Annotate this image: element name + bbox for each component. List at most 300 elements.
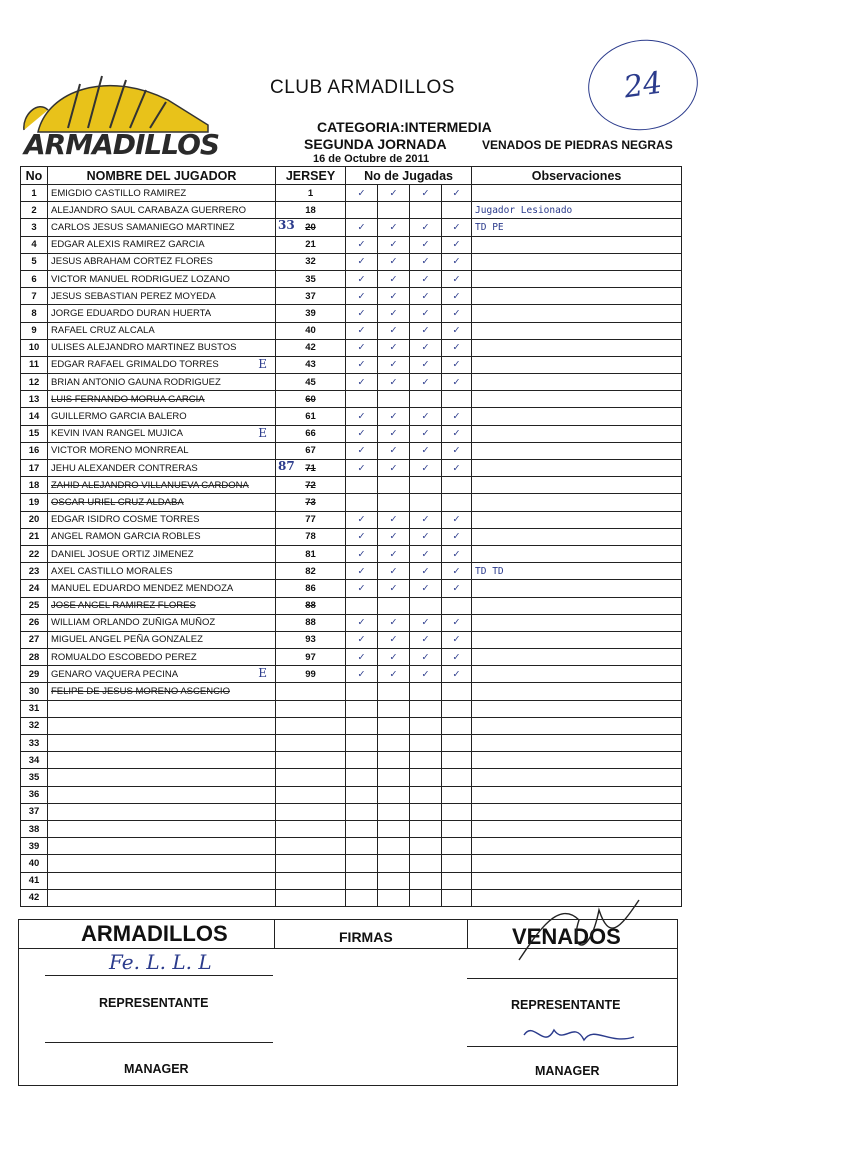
player-number: 22 <box>21 545 48 562</box>
player-jersey: 86 <box>276 580 346 597</box>
play-checkbox <box>378 872 410 889</box>
player-name-text: LUIS FERNANDO MORUA GARCIA <box>51 393 205 405</box>
table-row <box>21 408 682 425</box>
play-checkbox: ✓ <box>346 236 378 253</box>
play-checkbox <box>442 683 472 700</box>
play-checkbox: ✓ <box>378 528 410 545</box>
player-name <box>48 528 276 545</box>
play-checkbox <box>346 752 378 769</box>
table-row <box>21 872 682 889</box>
player-note: E <box>258 356 267 371</box>
player-observation <box>472 460 682 477</box>
player-name-text: EDGAR ISIDRO COSME TORRES <box>51 514 200 526</box>
play-checkbox <box>410 494 442 511</box>
table-row <box>21 545 682 562</box>
player-name <box>48 253 276 270</box>
round-label: SEGUNDA JORNADA <box>304 136 447 152</box>
player-name-text: VICTOR MORENO MONRREAL <box>51 445 189 457</box>
play-checkbox: ✓ <box>346 270 378 287</box>
player-name <box>48 305 276 322</box>
player-observation: TD PE <box>472 219 682 236</box>
table-row <box>21 391 682 408</box>
player-name <box>48 580 276 597</box>
player-name <box>48 425 276 442</box>
play-checkbox: ✓ <box>442 442 472 459</box>
play-checkbox <box>442 752 472 769</box>
table-row <box>21 442 682 459</box>
play-checkbox: ✓ <box>346 288 378 305</box>
play-checkbox: ✓ <box>346 631 378 648</box>
play-checkbox <box>346 494 378 511</box>
table-row <box>21 580 682 597</box>
play-checkbox: ✓ <box>442 374 472 391</box>
table-row <box>21 820 682 837</box>
player-name <box>48 752 276 769</box>
player-observation <box>472 356 682 373</box>
play-checkbox <box>442 494 472 511</box>
player-number: 31 <box>21 700 48 717</box>
player-name <box>48 597 276 614</box>
table-header-row <box>21 167 682 185</box>
play-checkbox <box>378 769 410 786</box>
player-name-text: JORGE EDUARDO DURAN HUERTA <box>51 307 212 319</box>
player-jersey <box>276 820 346 837</box>
player-name-text: FELIPE DE JESUS MORENO ASCENCIO <box>51 686 230 698</box>
player-number: 36 <box>21 786 48 803</box>
table-row <box>21 649 682 666</box>
player-name <box>48 477 276 494</box>
col-observations: Observaciones <box>472 167 682 185</box>
player-name-text: GUILLERMO GARCIA BALERO <box>51 411 187 423</box>
player-jersey <box>276 700 346 717</box>
player-observation: TD TD <box>472 563 682 580</box>
play-checkbox <box>442 735 472 752</box>
home-manager-label: MANAGER <box>124 1062 189 1076</box>
play-checkbox: ✓ <box>442 356 472 373</box>
player-name <box>48 236 276 253</box>
player-observation <box>472 425 682 442</box>
jersey-correction: 33 <box>278 218 295 233</box>
play-checkbox: ✓ <box>410 460 442 477</box>
play-checkbox <box>378 735 410 752</box>
play-checkbox <box>410 202 442 219</box>
player-number: 27 <box>21 631 48 648</box>
player-name <box>48 855 276 872</box>
player-jersey: 77 <box>276 511 346 528</box>
play-checkbox: ✓ <box>410 580 442 597</box>
player-name <box>48 356 276 373</box>
play-checkbox: ✓ <box>442 666 472 683</box>
player-note: E <box>258 425 267 440</box>
player-observation <box>472 545 682 562</box>
player-name <box>48 631 276 648</box>
play-checkbox <box>442 803 472 820</box>
play-checkbox <box>442 477 472 494</box>
play-checkbox: ✓ <box>346 460 378 477</box>
play-checkbox: ✓ <box>442 219 472 236</box>
play-checkbox: ✓ <box>442 425 472 442</box>
player-number: 15 <box>21 425 48 442</box>
play-checkbox: ✓ <box>410 442 442 459</box>
play-checkbox <box>346 391 378 408</box>
player-observation <box>472 735 682 752</box>
play-checkbox <box>378 889 410 906</box>
table-row <box>21 597 682 614</box>
play-checkbox: ✓ <box>378 236 410 253</box>
table-row <box>21 855 682 872</box>
player-jersey: 32 <box>276 253 346 270</box>
play-checkbox: ✓ <box>442 563 472 580</box>
play-checkbox <box>442 855 472 872</box>
player-number: 28 <box>21 649 48 666</box>
player-jersey: 66 <box>276 425 346 442</box>
player-observation <box>472 752 682 769</box>
table-row <box>21 666 682 683</box>
player-observation <box>472 477 682 494</box>
player-number: 30 <box>21 683 48 700</box>
play-checkbox: ✓ <box>378 219 410 236</box>
play-checkbox: ✓ <box>410 322 442 339</box>
player-number: 1 <box>21 185 48 202</box>
play-checkbox: ✓ <box>378 442 410 459</box>
play-checkbox: ✓ <box>442 649 472 666</box>
player-name-text: EDGAR RAFAEL GRIMALDO TORRES <box>51 359 219 371</box>
player-observation <box>472 236 682 253</box>
player-number: 9 <box>21 322 48 339</box>
play-checkbox: ✓ <box>378 631 410 648</box>
table-row <box>21 494 682 511</box>
play-checkbox <box>378 803 410 820</box>
play-checkbox <box>442 717 472 734</box>
table-row <box>21 253 682 270</box>
player-observation <box>472 855 682 872</box>
player-name <box>48 717 276 734</box>
player-number: 12 <box>21 374 48 391</box>
play-checkbox: ✓ <box>378 270 410 287</box>
table-row <box>21 683 682 700</box>
player-name <box>48 683 276 700</box>
player-name <box>48 803 276 820</box>
play-checkbox <box>410 889 442 906</box>
play-checkbox: ✓ <box>346 442 378 459</box>
player-observation <box>472 185 682 202</box>
jersey-value: 71 <box>305 462 316 474</box>
home-manager-line <box>45 1042 273 1043</box>
play-checkbox: ✓ <box>346 253 378 270</box>
player-observation: Jugador Lesionado <box>472 202 682 219</box>
table-row <box>21 769 682 786</box>
player-jersey: 18 <box>276 202 346 219</box>
player-jersey: 93 <box>276 631 346 648</box>
player-observation <box>472 700 682 717</box>
play-checkbox: ✓ <box>410 339 442 356</box>
player-name <box>48 820 276 837</box>
player-name-text: KEVIN IVAN RANGEL MUJICA <box>51 428 183 440</box>
play-checkbox: ✓ <box>378 288 410 305</box>
play-checkbox: ✓ <box>442 408 472 425</box>
play-checkbox <box>378 717 410 734</box>
play-checkbox <box>346 803 378 820</box>
table-row <box>21 786 682 803</box>
play-checkbox: ✓ <box>378 545 410 562</box>
player-number: 19 <box>21 494 48 511</box>
player-name <box>48 460 276 477</box>
logo-wordmark: ARMADILLOS <box>24 128 220 161</box>
away-manager-label: MANAGER <box>535 1064 600 1078</box>
player-jersey: 81 <box>276 545 346 562</box>
player-name <box>48 735 276 752</box>
play-checkbox <box>378 202 410 219</box>
player-number: 21 <box>21 528 48 545</box>
table-row <box>21 838 682 855</box>
player-observation <box>472 631 682 648</box>
play-checkbox: ✓ <box>442 614 472 631</box>
player-number: 23 <box>21 563 48 580</box>
away-representative-signature <box>499 890 649 980</box>
play-checkbox: ✓ <box>346 425 378 442</box>
player-name-text: WILLIAM ORLANDO ZUÑIGA MUÑOZ <box>51 617 216 629</box>
player-name-text: EDGAR ALEXIS RAMIREZ GARCIA <box>51 239 205 251</box>
play-checkbox <box>410 769 442 786</box>
play-checkbox <box>346 700 378 717</box>
player-observation <box>472 872 682 889</box>
player-jersey: 35 <box>276 270 346 287</box>
play-checkbox <box>346 769 378 786</box>
player-name-text: RAFAEL CRUZ ALCALA <box>51 325 155 337</box>
player-number: 8 <box>21 305 48 322</box>
play-checkbox <box>378 786 410 803</box>
home-representative-signature: Fe. L. L. L <box>109 950 212 974</box>
player-name <box>48 649 276 666</box>
play-checkbox: ✓ <box>378 563 410 580</box>
player-jersey <box>276 735 346 752</box>
play-checkbox <box>442 769 472 786</box>
play-checkbox <box>378 820 410 837</box>
player-name <box>48 219 276 236</box>
player-name <box>48 408 276 425</box>
play-checkbox <box>410 391 442 408</box>
play-checkbox: ✓ <box>346 649 378 666</box>
table-row <box>21 735 682 752</box>
play-checkbox: ✓ <box>346 580 378 597</box>
play-checkbox <box>410 717 442 734</box>
play-checkbox: ✓ <box>346 666 378 683</box>
col-no: No <box>21 167 48 185</box>
player-number: 26 <box>21 614 48 631</box>
play-checkbox: ✓ <box>410 288 442 305</box>
player-note: E <box>258 666 267 681</box>
player-jersey: 82 <box>276 563 346 580</box>
player-number: 41 <box>21 872 48 889</box>
play-checkbox: ✓ <box>378 460 410 477</box>
player-observation <box>472 649 682 666</box>
play-checkbox <box>442 700 472 717</box>
play-checkbox: ✓ <box>346 528 378 545</box>
play-checkbox <box>410 735 442 752</box>
player-name <box>48 494 276 511</box>
play-checkbox: ✓ <box>346 614 378 631</box>
player-observation <box>472 270 682 287</box>
play-checkbox: ✓ <box>442 631 472 648</box>
player-jersey: 21 <box>276 236 346 253</box>
play-checkbox: ✓ <box>346 219 378 236</box>
player-number: 2 <box>21 202 48 219</box>
play-checkbox <box>410 786 442 803</box>
player-name <box>48 374 276 391</box>
player-number: 37 <box>21 803 48 820</box>
player-number: 38 <box>21 820 48 837</box>
play-checkbox <box>346 872 378 889</box>
signatures-title: FIRMAS <box>339 929 393 945</box>
player-number: 6 <box>21 270 48 287</box>
player-observation <box>472 442 682 459</box>
player-observation <box>472 838 682 855</box>
play-checkbox <box>410 477 442 494</box>
player-name-text: ZAHID ALEJANDRO VILLANUEVA CARDONA <box>51 479 249 491</box>
player-name-text: JOSE ANGEL RAMIREZ FLORES <box>51 600 196 612</box>
player-number: 4 <box>21 236 48 253</box>
play-checkbox: ✓ <box>442 236 472 253</box>
play-checkbox <box>346 202 378 219</box>
player-observation <box>472 322 682 339</box>
play-checkbox <box>442 202 472 219</box>
player-number: 35 <box>21 769 48 786</box>
table-row <box>21 219 682 236</box>
player-name-text: VICTOR MANUEL RODRIGUEZ LOZANO <box>51 273 230 285</box>
player-observation <box>472 614 682 631</box>
player-number: 10 <box>21 339 48 356</box>
play-checkbox <box>346 820 378 837</box>
player-jersey <box>276 889 346 906</box>
play-checkbox <box>378 700 410 717</box>
player-observation <box>472 683 682 700</box>
player-name <box>48 270 276 287</box>
date-label: 16 de Octubre de 2011 <box>313 153 430 165</box>
player-jersey <box>276 717 346 734</box>
player-jersey <box>276 786 346 803</box>
table-row <box>21 460 682 477</box>
table-row <box>21 631 682 648</box>
jersey-correction: 87 <box>278 459 295 473</box>
player-jersey: 88 <box>276 614 346 631</box>
play-checkbox: ✓ <box>346 374 378 391</box>
table-row <box>21 339 682 356</box>
player-jersey: 78 <box>276 528 346 545</box>
player-name-text: JESUS ABRAHAM CORTEZ FLORES <box>51 256 213 268</box>
player-name-text: ALEJANDRO SAUL CARABAZA GUERRERO <box>51 204 246 216</box>
player-number: 18 <box>21 477 48 494</box>
player-name-text: ROMUALDO ESCOBEDO PEREZ <box>51 651 197 663</box>
player-name-text: GENARO VAQUERA PECINA <box>51 668 179 680</box>
armadillos-logo <box>18 70 218 162</box>
player-observation <box>472 288 682 305</box>
player-number: 25 <box>21 597 48 614</box>
player-jersey <box>276 855 346 872</box>
table-row <box>21 700 682 717</box>
player-jersey: 88 <box>276 597 346 614</box>
play-checkbox <box>378 855 410 872</box>
home-team-title: ARMADILLOS <box>81 921 228 946</box>
play-checkbox <box>442 872 472 889</box>
home-rep-line <box>45 975 273 976</box>
play-checkbox: ✓ <box>410 219 442 236</box>
play-checkbox <box>410 803 442 820</box>
player-observation <box>472 305 682 322</box>
table-row <box>21 202 682 219</box>
play-checkbox <box>346 683 378 700</box>
play-checkbox: ✓ <box>346 563 378 580</box>
away-team-title: VENADOS <box>512 924 621 949</box>
play-checkbox: ✓ <box>378 339 410 356</box>
play-checkbox: ✓ <box>346 408 378 425</box>
play-checkbox <box>378 752 410 769</box>
play-checkbox: ✓ <box>346 356 378 373</box>
table-row <box>21 528 682 545</box>
player-jersey: 61 <box>276 408 346 425</box>
player-jersey: 60 <box>276 391 346 408</box>
player-name-text: AXEL CASTILLO MORALES <box>51 565 173 577</box>
table-row <box>21 614 682 631</box>
play-checkbox: ✓ <box>442 185 472 202</box>
player-name-text: MIGUEL ANGEL PEÑA GONZALEZ <box>51 634 203 646</box>
player-observation <box>472 597 682 614</box>
play-checkbox: ✓ <box>346 339 378 356</box>
play-checkbox <box>346 477 378 494</box>
play-checkbox: ✓ <box>346 322 378 339</box>
table-row <box>21 185 682 202</box>
player-name <box>48 339 276 356</box>
play-checkbox: ✓ <box>346 305 378 322</box>
player-name-text: CARLOS JESUS SAMANIEGO MARTINEZ <box>51 221 235 233</box>
play-checkbox <box>442 820 472 837</box>
player-observation <box>472 374 682 391</box>
player-jersey: 42 <box>276 339 346 356</box>
player-jersey <box>276 460 346 477</box>
play-checkbox: ✓ <box>442 339 472 356</box>
player-jersey <box>276 838 346 855</box>
play-checkbox <box>442 838 472 855</box>
player-jersey <box>276 219 346 236</box>
player-name <box>48 769 276 786</box>
play-checkbox: ✓ <box>410 563 442 580</box>
player-jersey: 73 <box>276 494 346 511</box>
player-observation <box>472 408 682 425</box>
play-checkbox <box>442 391 472 408</box>
play-checkbox: ✓ <box>442 305 472 322</box>
player-name <box>48 202 276 219</box>
opponent-label: VENADOS DE PIEDRAS NEGRAS <box>482 138 673 152</box>
player-jersey: 37 <box>276 288 346 305</box>
home-representative-label: REPRESENTANTE <box>99 996 209 1010</box>
player-jersey <box>276 683 346 700</box>
play-checkbox <box>410 597 442 614</box>
player-number: 17 <box>21 460 48 477</box>
player-number: 20 <box>21 511 48 528</box>
player-name <box>48 442 276 459</box>
play-checkbox: ✓ <box>442 528 472 545</box>
player-observation <box>472 528 682 545</box>
table-row <box>21 288 682 305</box>
player-jersey: 99 <box>276 666 346 683</box>
play-checkbox <box>346 597 378 614</box>
play-checkbox: ✓ <box>378 374 410 391</box>
player-name-text: OSCAR URIEL CRUZ ALDABA <box>51 496 184 508</box>
table-row <box>21 270 682 287</box>
player-number: 34 <box>21 752 48 769</box>
play-checkbox: ✓ <box>410 528 442 545</box>
player-number: 33 <box>21 735 48 752</box>
play-checkbox <box>410 683 442 700</box>
